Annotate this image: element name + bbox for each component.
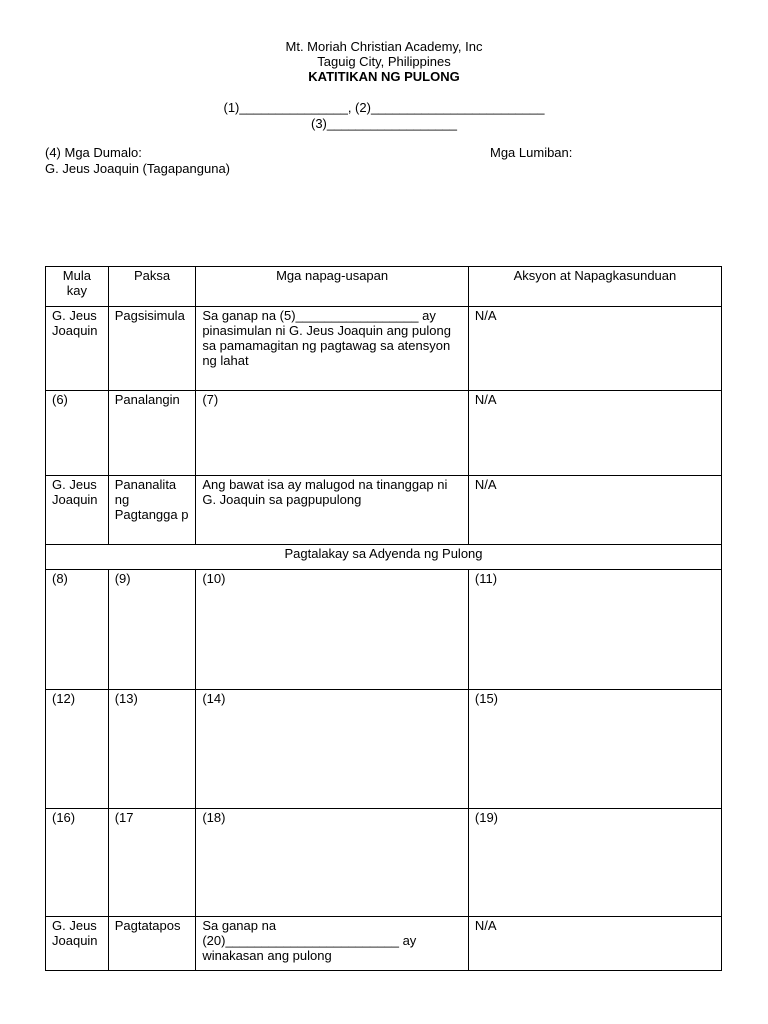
cell-from: G. Jeus Joaquin [46, 917, 109, 971]
cell-action: N/A [468, 476, 721, 545]
blank-line-2: (3)__________________ [310, 116, 458, 131]
cell-topic: Pagsisimula [108, 307, 196, 391]
absentees-label: Mga Lumiban: [490, 145, 573, 160]
cell-action: N/A [468, 391, 721, 476]
header-action: Aksyon at Napagkasunduan [468, 267, 721, 307]
cell-discussion: (14) [196, 690, 469, 809]
cell-discussion: (7) [196, 391, 469, 476]
cell-discussion: (10) [196, 570, 469, 690]
table-row [46, 917, 722, 971]
organization-name: Mt. Moriah Christian Academy, Inc [285, 39, 483, 54]
cell-from: G. Jeus Joaquin [46, 476, 109, 545]
header-from: Mula kay [46, 267, 109, 307]
cell-discussion: (18) [196, 809, 469, 917]
table-row [46, 809, 722, 917]
cell-topic: (13) [108, 690, 196, 809]
cell-from: (12) [46, 690, 109, 809]
cell-action: N/A [468, 307, 721, 391]
minutes-table [45, 266, 722, 971]
section-row [46, 545, 722, 570]
table-row [46, 690, 722, 809]
cell-from: (6) [46, 391, 109, 476]
table-row [46, 307, 722, 391]
header-discussion: Mga napag-usapan [196, 267, 469, 307]
attendee-name: G. Jeus Joaquin (Tagapanguna) [45, 161, 231, 176]
cell-discussion: Sa ganap na (5)_________________ ay pinasimulan ni G. Jeus Joaquin ang pulong sa pamamagitan ng pagtawag sa atensyon ng lahat [196, 307, 469, 391]
cell-topic: (17 [108, 809, 196, 917]
cell-from: G. Jeus Joaquin [46, 307, 109, 391]
date-time-blanks [0, 100, 768, 132]
cell-topic: Panalangin [108, 391, 196, 476]
table-row [46, 570, 722, 690]
cell-from: (8) [46, 570, 109, 690]
document-title: KATITIKAN NG PULONG [308, 69, 460, 84]
blank-line-1: (1)_______________, (2)________________________ [223, 100, 545, 115]
table-row [46, 476, 722, 545]
cell-action: (15) [468, 690, 721, 809]
document-header [0, 39, 768, 84]
cell-discussion: Sa ganap na (20)________________________ ay winakasan ang pulong [196, 917, 469, 971]
cell-action: (11) [468, 570, 721, 690]
cell-topic: (9) [108, 570, 196, 690]
cell-action: N/A [468, 917, 721, 971]
table-header-row [46, 267, 722, 307]
cell-topic: Pananalita ng Pagtangga p [108, 476, 196, 545]
cell-from: (16) [46, 809, 109, 917]
organization-city: Taguig City, Philippines [317, 54, 451, 69]
table-row [46, 391, 722, 476]
cell-discussion: Ang bawat isa ay malugod na tinanggap ni G. Joaquin sa pagpupulong [196, 476, 469, 545]
attendees-label: (4) Mga Dumalo: [45, 145, 142, 160]
cell-topic: Pagtatapos [108, 917, 196, 971]
cell-action: (19) [468, 809, 721, 917]
header-topic: Paksa [108, 267, 196, 307]
section-heading: Pagtalakay sa Adyenda ng Pulong [46, 545, 722, 570]
